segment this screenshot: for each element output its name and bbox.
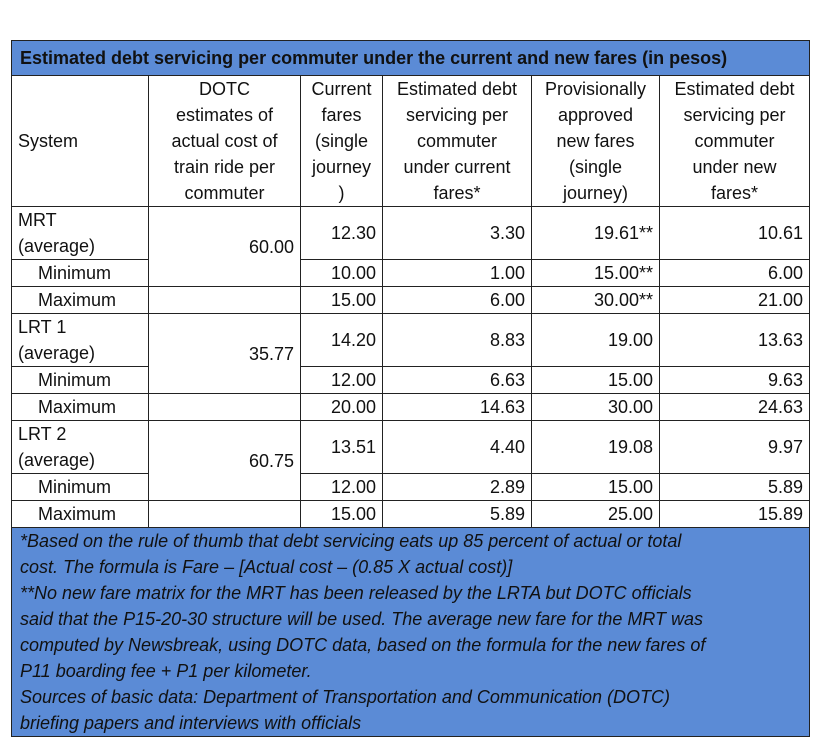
current-fare: 14.20: [301, 314, 383, 367]
system-name-line: (average): [18, 236, 96, 256]
header-line: servicing per: [683, 105, 786, 125]
current-fare: 13.51: [301, 421, 383, 474]
header-line: (single: [314, 131, 369, 151]
header-line: train ride per: [173, 157, 276, 177]
footnote-line: computed by Newsbreak, using DOTC data, based on the formula for the new fares of: [20, 635, 706, 655]
header-line: journey: [311, 157, 372, 177]
header-system: System: [12, 76, 149, 207]
header-line: fares*: [433, 183, 481, 203]
est-new: 13.63: [660, 314, 810, 367]
empty-cell: [149, 394, 301, 421]
row-label: Minimum: [12, 260, 149, 287]
header-line: under new: [692, 157, 777, 177]
footnote-line: said that the P15-20-30 structure will be used. The average new fare for the MRT was: [20, 609, 704, 629]
header-provisional: [532, 76, 660, 207]
footnote-line: cost. The formula is Fare – [Actual cost – (0.85 X actual cost)]: [20, 557, 513, 577]
empty-cell: [149, 501, 301, 528]
header-line: under current: [403, 157, 511, 177]
current-fare: 12.00: [301, 474, 383, 501]
header-line: servicing per: [405, 105, 509, 125]
header-line: DOTC: [199, 79, 250, 99]
est-new: 10.61: [660, 207, 810, 260]
est-new: 24.63: [660, 394, 810, 421]
header-line: (single: [568, 157, 623, 177]
header-line: commuter: [416, 131, 497, 151]
est-current: 5.89: [383, 501, 532, 528]
est-new: 5.89: [660, 474, 810, 501]
table-row: [12, 207, 810, 260]
prov-fare: 19.61**: [532, 207, 660, 260]
header-line: commuter: [184, 183, 265, 203]
est-current: 4.40: [383, 421, 532, 474]
est-current: 6.63: [383, 367, 532, 394]
est-current: 3.30: [383, 207, 532, 260]
prov-fare: 30.00: [532, 394, 660, 421]
system-name-line: MRT: [18, 210, 57, 230]
table-row: [12, 421, 810, 474]
prov-fare: 19.00: [532, 314, 660, 367]
footnote-line: Sources of basic data: Department of Transportation and Communication (DOTC): [20, 687, 670, 707]
header-est-current: [383, 76, 532, 207]
header-row: [12, 76, 810, 207]
table-row: [12, 367, 810, 394]
current-fare: 12.30: [301, 207, 383, 260]
footnote-line: P11 boarding fee + P1 per kilometer.: [20, 661, 312, 681]
prov-fare: 19.08: [532, 421, 660, 474]
header-est-new: [660, 76, 810, 207]
row-label: Minimum: [12, 367, 149, 394]
fare-table: [11, 40, 810, 737]
system-name-line: (average): [18, 343, 96, 363]
system-name: [12, 421, 149, 474]
est-current: 6.00: [383, 287, 532, 314]
system-name: [12, 207, 149, 260]
est-new: 21.00: [660, 287, 810, 314]
current-fare: 10.00: [301, 260, 383, 287]
header-current-fares: [301, 76, 383, 207]
row-label: Minimum: [12, 474, 149, 501]
prov-fare: 25.00: [532, 501, 660, 528]
header-dotc-cost: [149, 76, 301, 207]
header-line: Current: [311, 79, 372, 99]
empty-cell: [149, 287, 301, 314]
footnotes: [12, 528, 810, 737]
header-line: estimates of: [175, 105, 274, 125]
current-fare: 15.00: [301, 501, 383, 528]
header-line: commuter: [694, 131, 775, 151]
est-new: 9.97: [660, 421, 810, 474]
header-line: journey): [562, 183, 629, 203]
actual-cost: 60.75: [149, 421, 301, 501]
system-name-line: LRT 1: [18, 317, 67, 337]
footnote-line: briefing papers and interviews with officials: [20, 713, 362, 733]
est-new: 9.63: [660, 367, 810, 394]
header-line: new fares: [556, 131, 635, 151]
prov-fare: 30.00**: [532, 287, 660, 314]
header-line: ): [338, 183, 345, 203]
table-row: [12, 287, 810, 314]
table-row: [12, 501, 810, 528]
header-line: actual cost of: [171, 131, 278, 151]
current-fare: 15.00: [301, 287, 383, 314]
prov-fare: 15.00: [532, 474, 660, 501]
est-new: 15.89: [660, 501, 810, 528]
prov-fare: 15.00**: [532, 260, 660, 287]
table-row: [12, 260, 810, 287]
est-current: 1.00: [383, 260, 532, 287]
prov-fare: 15.00: [532, 367, 660, 394]
actual-cost: 35.77: [149, 314, 301, 394]
header-line: Estimated debt: [674, 79, 795, 99]
est-current: 8.83: [383, 314, 532, 367]
est-current: 14.63: [383, 394, 532, 421]
header-line: approved: [557, 105, 634, 125]
system-name-line: (average): [18, 450, 96, 470]
header-line: Estimated debt: [396, 79, 518, 99]
table-row: [12, 394, 810, 421]
header-line: Provisionally: [544, 79, 647, 99]
row-label: Maximum: [12, 501, 149, 528]
header-line: fares: [321, 105, 362, 125]
est-new: 6.00: [660, 260, 810, 287]
current-fare: 12.00: [301, 367, 383, 394]
row-label: Maximum: [12, 287, 149, 314]
actual-cost: 60.00: [149, 207, 301, 287]
table-title: Estimated debt servicing per commuter under the current and new fares (in pesos): [12, 41, 810, 76]
system-name: [12, 314, 149, 367]
footnote-line: *Based on the rule of thumb that debt servicing eats up 85 percent of actual or total: [20, 531, 682, 551]
system-name-line: LRT 2: [18, 424, 67, 444]
est-current: 2.89: [383, 474, 532, 501]
table-row: [12, 474, 810, 501]
header-line: fares*: [710, 183, 759, 203]
footnote-line: **No new fare matrix for the MRT has been released by the LRTA but DOTC officials: [20, 583, 692, 603]
row-label: Maximum: [12, 394, 149, 421]
table-row: [12, 314, 810, 367]
current-fare: 20.00: [301, 394, 383, 421]
